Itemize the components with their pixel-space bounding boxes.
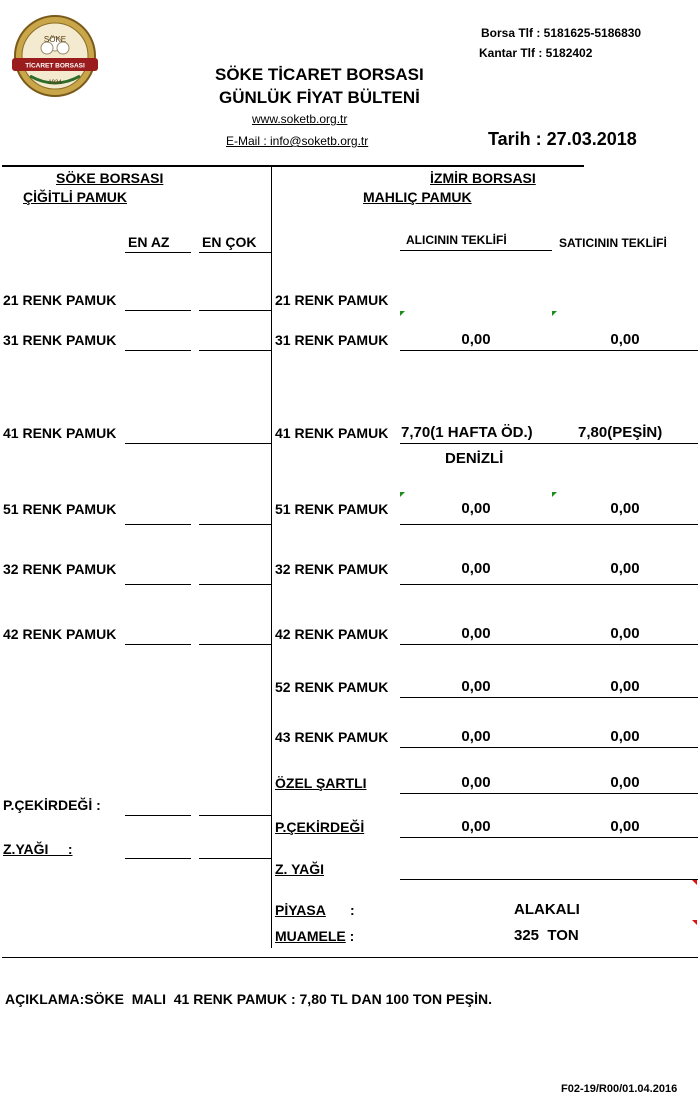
- left-row-max-field: [199, 350, 271, 351]
- page-title-line1: SÖKE TİCARET BORSASI: [215, 65, 424, 84]
- col-header-buyer: ALICININ TEKLİFİ: [406, 233, 507, 247]
- buyer-price: 0,00: [461, 774, 491, 791]
- left-row-min-field: [125, 350, 191, 351]
- row-underline: [400, 879, 698, 880]
- right-row-label: 32 RENK PAMUK: [275, 561, 389, 577]
- seller-price: 0,00: [610, 678, 640, 695]
- volume-separator: :: [345, 928, 355, 944]
- col-header-seller: SATICININ TEKLİFİ: [559, 236, 667, 250]
- left-seed-max-field: [199, 815, 271, 816]
- logo-top-text: SÖKE: [43, 35, 67, 44]
- buyer-price: 0,00: [461, 560, 491, 577]
- left-section-title: SÖKE BORSASI: [56, 170, 164, 186]
- row-underline: [400, 793, 698, 794]
- seller-price: 0,00: [610, 560, 640, 577]
- market-value: ALAKALI: [514, 901, 580, 918]
- row-underline: [400, 697, 698, 698]
- right-row-label: 51 RENK PAMUK: [275, 501, 389, 517]
- buyer-price: 0,00: [461, 728, 491, 745]
- seller-price: 0,00: [610, 728, 640, 745]
- cell-comment-marker: [400, 492, 405, 497]
- market-label: PİYASA: [275, 902, 326, 918]
- cell-comment-marker: [400, 311, 405, 316]
- left-row-max-field: [199, 310, 271, 311]
- volume-value: 325 TON: [514, 927, 579, 944]
- left-row-label: 32 RENK PAMUK: [3, 561, 117, 577]
- left-oil-label: Z.YAĞI :: [3, 841, 73, 857]
- left-oil-min-field: [125, 858, 191, 859]
- left-row-label: 31 RENK PAMUK: [3, 332, 117, 348]
- seller-price: 7,80(PEŞİN): [578, 424, 663, 441]
- right-row-label: 42 RENK PAMUK: [275, 626, 389, 642]
- left-row-label: 42 RENK PAMUK: [3, 626, 117, 642]
- phone-borsa: Borsa Tlf : 5181625-5186830: [481, 26, 642, 40]
- left-row-label: 21 RENK PAMUK: [3, 292, 117, 308]
- left-section-subtitle: ÇİĞİTLİ PAMUK: [23, 189, 127, 205]
- page-title-line2: GÜNLÜK FİYAT BÜLTENİ: [219, 88, 420, 107]
- borsa-logo: [10, 14, 100, 100]
- right-row-label: 21 RENK PAMUK: [275, 292, 389, 308]
- right-section-title: İZMİR BORSASI: [430, 170, 536, 186]
- announcement-note: AÇIKLAMA:SÖKE MALI 41 RENK PAMUK : 7,80 TL DAN 100 TON PEŞİN.: [5, 991, 492, 1007]
- left-row-max-field: [199, 524, 271, 525]
- seller-price: 0,00: [610, 331, 640, 348]
- left-row-min-field: [125, 644, 191, 645]
- logo-year: 1934: [48, 80, 62, 86]
- cell-comment-marker: [692, 920, 697, 925]
- row-underline: [400, 584, 698, 585]
- volume-label: MUAMELE: [275, 928, 346, 944]
- column-divider: [271, 166, 272, 948]
- phone-kantar: Kantar Tlf : 5182402: [479, 46, 593, 60]
- col-header-max: EN ÇOK: [202, 234, 257, 250]
- right-row-label: 52 RENK PAMUK: [275, 679, 389, 695]
- buyer-price: 0,00: [461, 500, 491, 517]
- denizli-label: DENİZLİ: [445, 450, 504, 467]
- right-section-subtitle: MAHLIÇ PAMUK: [363, 189, 472, 205]
- left-row-max-field: [199, 644, 271, 645]
- form-code: F02-19/R00/01.04.2016: [561, 1083, 678, 1095]
- logo-band-text: TİCARET BORSASI: [25, 62, 85, 70]
- seller-price: 0,00: [610, 500, 640, 517]
- cell-comment-marker: [552, 492, 557, 497]
- market-separator: :: [350, 902, 355, 918]
- row-underline: [400, 443, 698, 444]
- buyer-price: 0,00: [461, 678, 491, 695]
- website-link[interactable]: www.soketb.org.tr: [252, 112, 348, 126]
- col-header-buyer-line: [400, 250, 552, 251]
- right-row-label: 41 RENK PAMUK: [275, 425, 389, 441]
- right-row-label: 43 RENK PAMUK: [275, 729, 389, 745]
- right-row-label: Z. YAĞI: [275, 861, 325, 877]
- bulletin-date: Tarih : 27.03.2018: [488, 129, 637, 149]
- right-row-label: 31 RENK PAMUK: [275, 332, 389, 348]
- buyer-price: 0,00: [461, 331, 491, 348]
- bottom-divider: [2, 957, 698, 958]
- cell-comment-marker: [692, 880, 697, 885]
- left-row-max-field: [199, 584, 271, 585]
- col-header-min-line: [125, 252, 191, 253]
- top-divider: [2, 165, 584, 167]
- row-underline: [400, 350, 698, 351]
- col-header-max-line: [199, 252, 271, 253]
- right-row-label: P.ÇEKİRDEĞİ: [275, 819, 365, 835]
- cell-comment-marker: [552, 311, 557, 316]
- row-underline: [400, 644, 698, 645]
- buyer-price: 0,00: [461, 818, 491, 835]
- left-row-min-field: [125, 524, 191, 525]
- seller-price: 0,00: [610, 774, 640, 791]
- left-row-range-field: [125, 443, 271, 444]
- right-row-label: ÖZEL ŞARTLI: [275, 775, 367, 791]
- left-row-label: 41 RENK PAMUK: [3, 425, 117, 441]
- col-header-min: EN AZ: [128, 234, 170, 250]
- seller-price: 0,00: [610, 625, 640, 642]
- row-underline: [400, 747, 698, 748]
- left-oil-max-field: [199, 858, 271, 859]
- row-underline: [400, 837, 698, 838]
- left-row-label: 51 RENK PAMUK: [3, 501, 117, 517]
- left-seed-label: P.ÇEKİRDEĞİ :: [3, 797, 101, 813]
- email-link[interactable]: E-Mail : info@soketb.org.tr: [226, 134, 369, 148]
- left-seed-min-field: [125, 815, 191, 816]
- volume-row: [275, 928, 354, 944]
- left-row-min-field: [125, 310, 191, 311]
- buyer-price: 0,00: [461, 625, 491, 642]
- seller-price: 0,00: [610, 818, 640, 835]
- left-row-min-field: [125, 584, 191, 585]
- buyer-price: 7,70(1 HAFTA ÖD.): [401, 424, 533, 441]
- row-underline: [400, 524, 698, 525]
